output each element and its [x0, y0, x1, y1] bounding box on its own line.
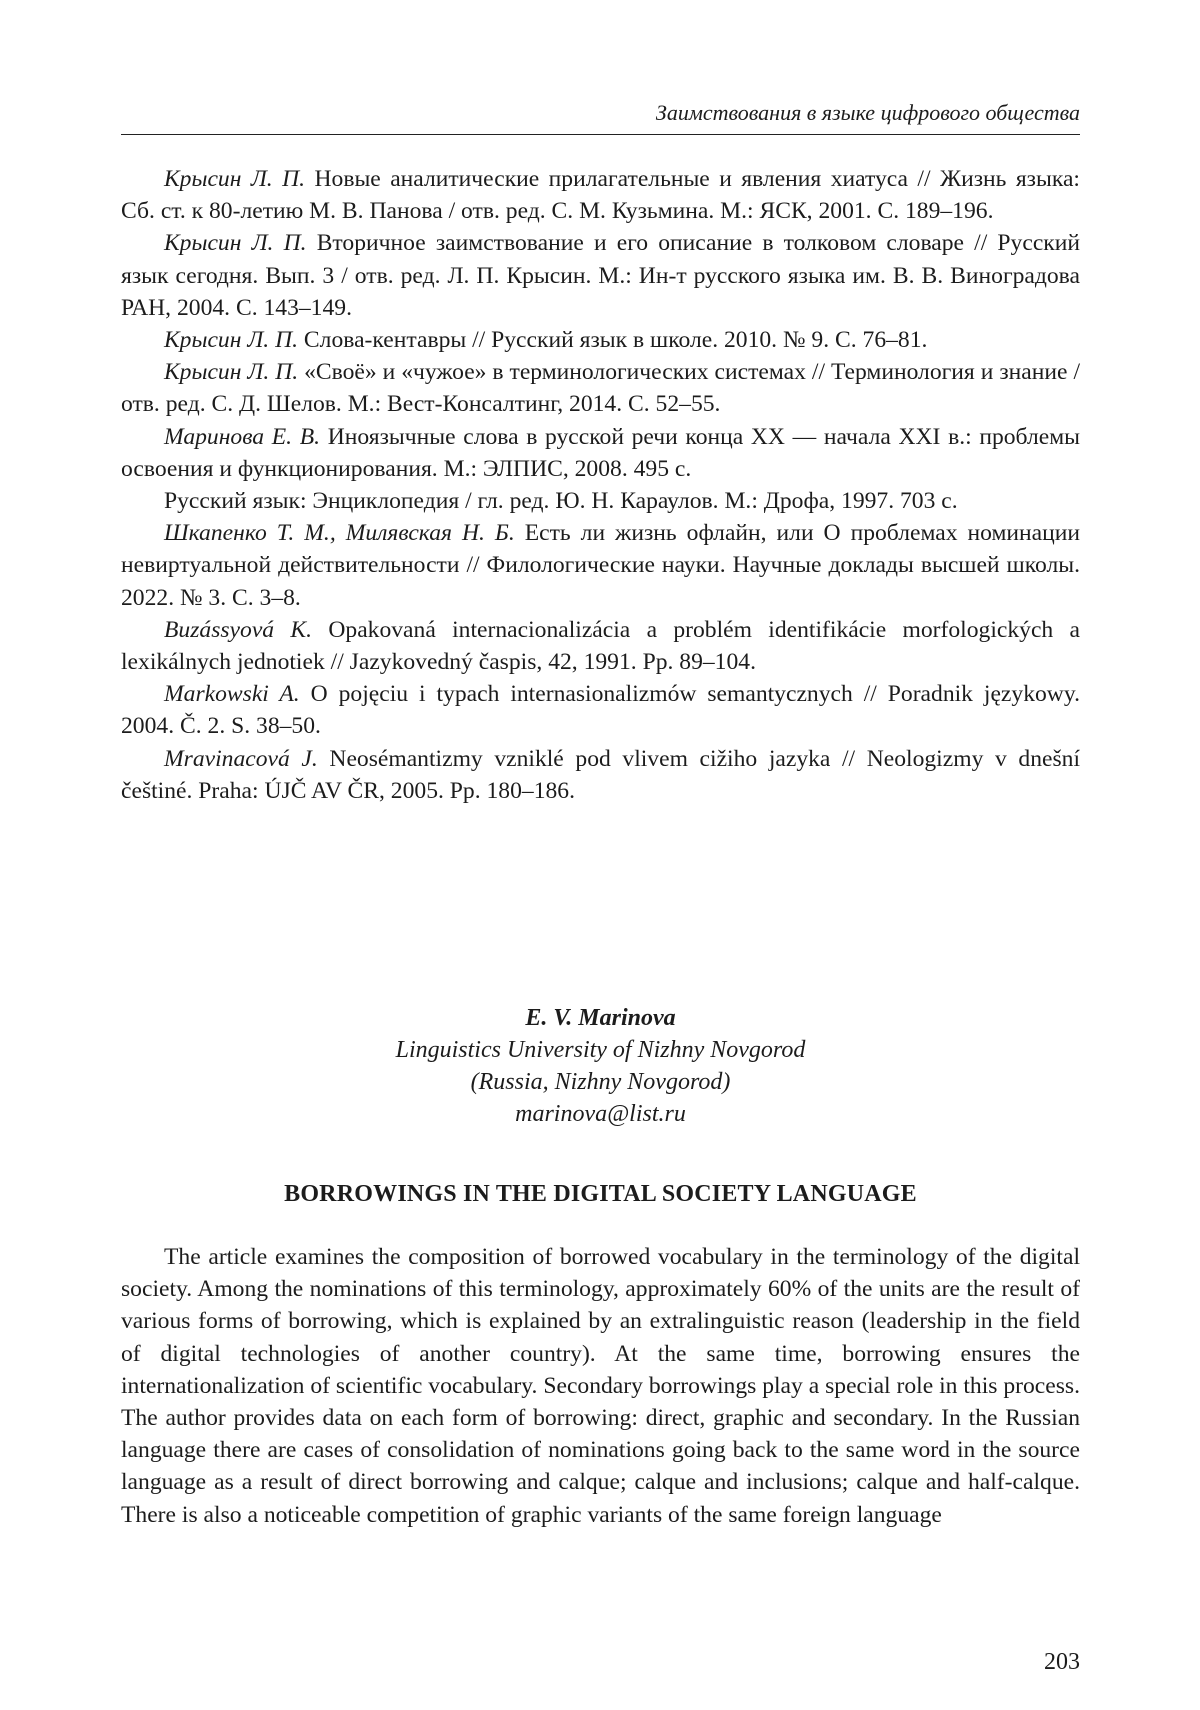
reference-text: Слова-кентавры // Русский язык в школе. 2010. № 9. С. 76–81. [298, 327, 928, 354]
reference-list [121, 163, 1080, 807]
reference-author: Крысин Л. П. [164, 359, 299, 386]
author-email: marinova@list.ru [515, 1101, 686, 1127]
article-title: BORROWINGS IN THE DIGITAL SOCIETY LANGUAGE [284, 1181, 917, 1207]
reference-entry [121, 421, 1080, 485]
reference-text: Neosémantizmy vzniklé pod vlivem cižiho jazyka // Neologizmy v dnešní češtiné. Praha: ÚJČ AV ČR, 2005. Pp. 180–186. [121, 745, 1080, 804]
author-location: (Russia, Nizhny Novgorod) [470, 1069, 731, 1095]
page-number: 203 [1044, 1649, 1080, 1675]
reference-entry [121, 227, 1080, 324]
reference-author: Маринова Е. В. [164, 423, 321, 450]
reference-entry [121, 324, 1080, 356]
reference-text: Новые аналитические прилагательные и явления хиатуса // Жизнь языка: Сб. ст. к 80-летию М. В. Панова / отв. ред. С. М. Кузьмина. М.: ЯСК, 2001. С. 189–196. [121, 166, 1080, 225]
reference-author: Markowski A. [164, 681, 300, 708]
author-block [121, 1002, 1080, 1130]
reference-entry [121, 356, 1080, 420]
abstract-text: The article examines the composition of borrowed vocabulary in the terminology of the digital society. Among the nominations of this terminology, approximately 60% of the units are the result of various forms of borrowing, which is explained by an extralinguistic reason (leadership in the field of digital technologies of another country). At the same time, borrowing ensures the internationalization of scientific vocabulary. Secondary borrowings play a special role in this process. The author provides data on each form of borrowing: direct, graphic and secondary. In the Russian language there are cases of consolidation of nominations going back to the same word in the source language as a result of direct borrowing and calque; calque and inclusions; calque and half-calque. There is also a noticeable competition of graphic variants of the same foreign language [121, 1244, 1080, 1528]
reference-entry [121, 485, 1080, 517]
reference-text: Иноязычные слова в русской речи конца XX — начала XXI в.: проблемы освоения и функционирования. М.: ЭЛПИС, 2008. 495 с. [121, 423, 1080, 482]
reference-entry [121, 614, 1080, 678]
reference-author: Крысин Л. П. [164, 327, 299, 354]
reference-author: Крысин Л. П. [164, 166, 306, 192]
reference-author: Шкапенко Т. М., Милявская Н. Б. [164, 520, 515, 547]
reference-text: Есть ли жизнь офлайн, или О проблемах номинации невиртуальной действительности // Филологические науки. Научные доклады высшей школы. 2022. № 3. С. 3–8. [121, 520, 1080, 611]
author-affiliation: Linguistics University of Nizhny Novgorod [395, 1037, 806, 1063]
reference-entry [121, 678, 1080, 742]
reference-author: Крысин Л. П. [164, 230, 307, 257]
reference-text: Вторичное заимствование и его описание в толковом словаре // Русский язык сегодня. Вып. 3 / отв. ред. Л. П. Крысин. М.: Ин-т русского языка им. В. В. Виноградова РАН, 2004. С. 143–149. [121, 230, 1081, 321]
header-rule [121, 134, 1080, 135]
author-name: E. V. Marinova [525, 1005, 676, 1031]
reference-text: Русский язык: Энциклопедия / гл. ред. Ю. Н. Караулов. М.: Дрофа, 1997. 703 с. [164, 488, 958, 515]
reference-text: O pojęciu i typach internasionalizmów semantycznych // Poradnik językowy. 2004. Č. 2. S. 38–50. [121, 681, 1081, 740]
reference-text: «Своё» и «чужое» в терминологических системах // Терминология и знание / отв. ред. С. Д. Шелов. М.: Вест-Консалтинг, 2014. С. 52–55. [121, 359, 1080, 418]
reference-text: Opakovaná internacionalizácia a problém identifikácie morfologických a lexikálnych jednotiek // Jazykovedný časpis, 42, 1991. Pp. 89–104. [121, 616, 1081, 676]
reference-entry [121, 517, 1080, 614]
reference-entry [121, 743, 1080, 807]
reference-author: Mravinacová J. [164, 745, 318, 772]
reference-entry [121, 163, 1080, 227]
reference-author: Buzássyová K. [164, 616, 313, 643]
running-head: Заимствования в языке цифрового общества [655, 100, 1080, 125]
